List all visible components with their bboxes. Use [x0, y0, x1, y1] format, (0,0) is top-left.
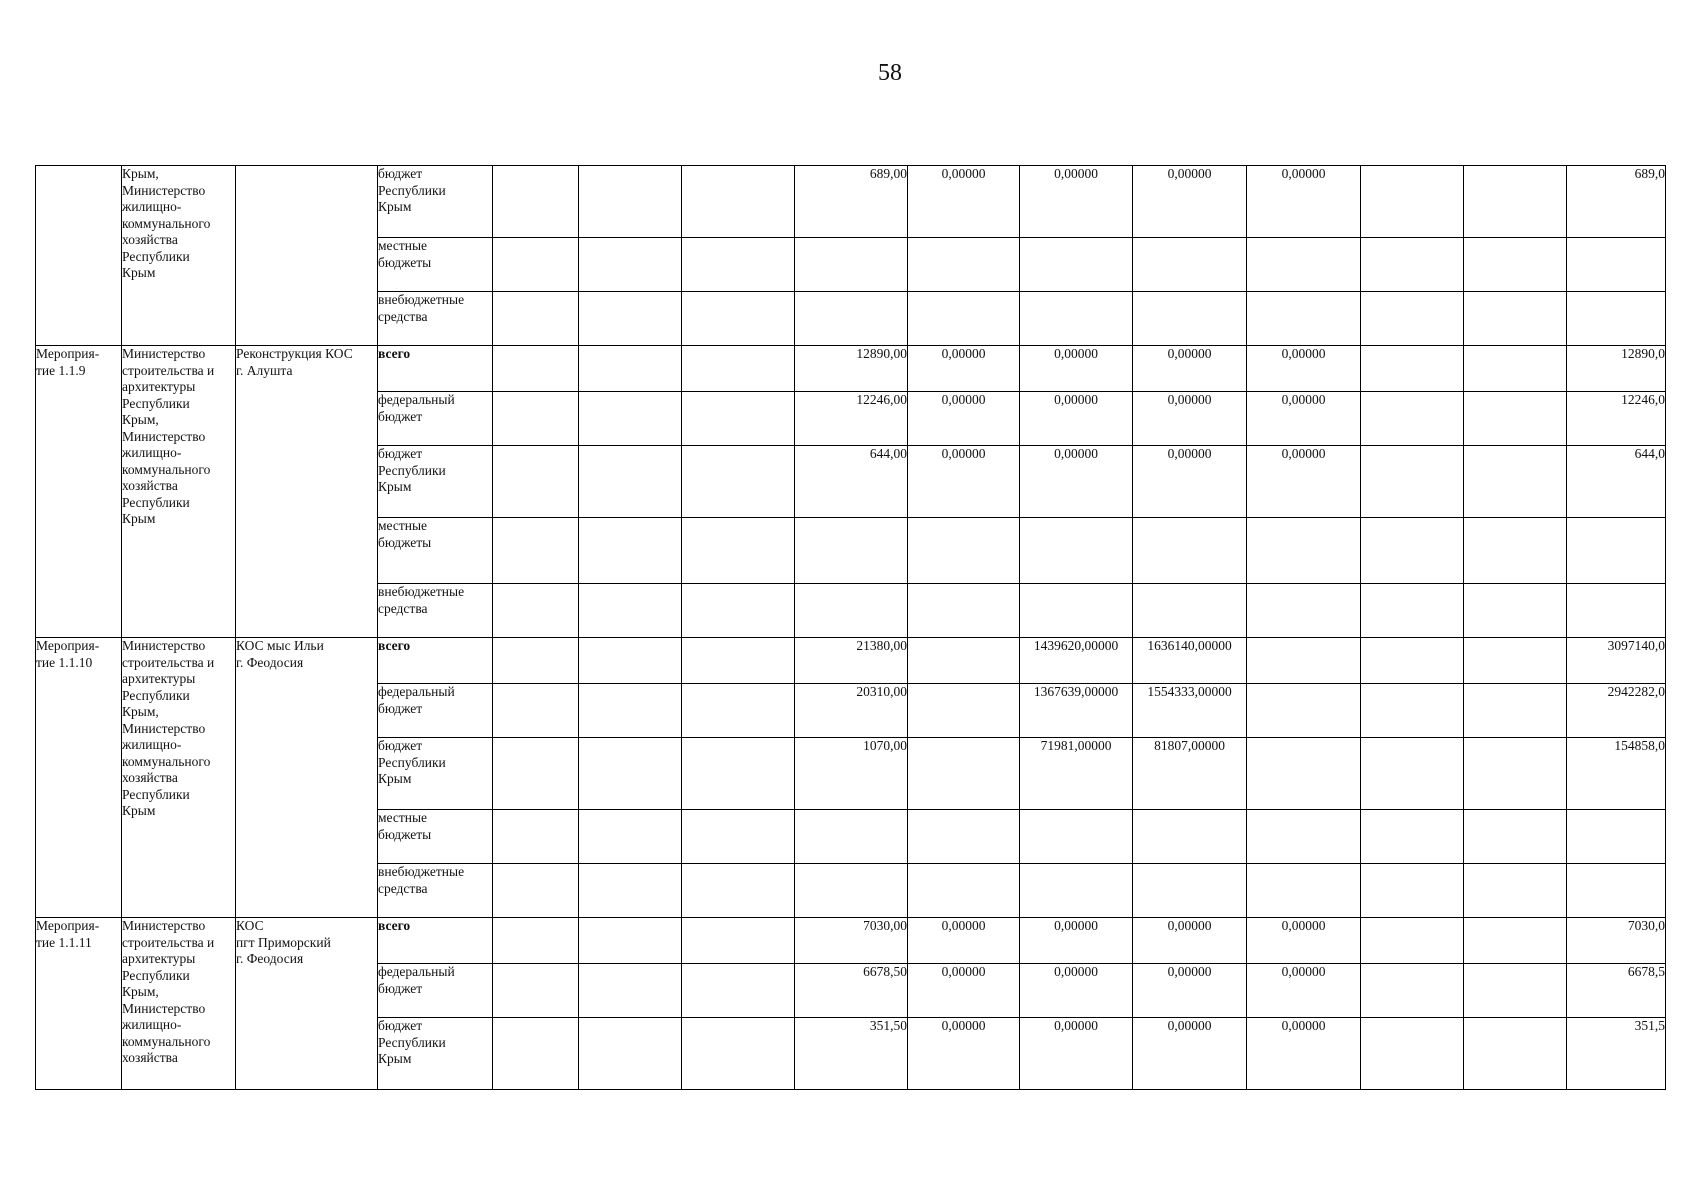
empty-cell [579, 1018, 682, 1090]
total-text: 689,0 [1634, 166, 1665, 181]
empty-cell [1464, 738, 1567, 810]
value-cell-v1 [795, 684, 908, 738]
value-text: 0,00000 [1167, 918, 1212, 933]
measure-cell: Мероприя- тие 1.1.11 [36, 918, 122, 1090]
value-text: 0,00000 [1281, 346, 1326, 361]
value-cell-v2 [908, 964, 1020, 1018]
value-cell-v4 [1133, 584, 1247, 638]
measure-cell: Мероприя- тие 1.1.9 [36, 346, 122, 638]
value-cell-v2 [908, 810, 1020, 864]
empty-cell [493, 918, 579, 964]
value-cell-v3 [1020, 964, 1133, 1018]
funding-source-cell: местные бюджеты [378, 518, 493, 584]
empty-cell [1361, 1018, 1464, 1090]
value-cell-v3 [1020, 518, 1133, 584]
value-cell-v4 [1133, 918, 1247, 964]
empty-cell [579, 584, 682, 638]
empty-cell [1464, 392, 1567, 446]
value-cell-v1 [795, 238, 908, 292]
value-text: 0,00000 [941, 1018, 986, 1033]
empty-cell [682, 292, 795, 346]
value-text: 0,00000 [941, 346, 986, 361]
empty-cell [1464, 166, 1567, 238]
empty-cell [682, 346, 795, 392]
funding-source-cell: всего [378, 346, 493, 392]
value-cell-v4 [1133, 346, 1247, 392]
value-text: 0,00000 [1167, 392, 1212, 407]
empty-cell [682, 864, 795, 918]
empty-cell [493, 518, 579, 584]
value-cell-v5 [1247, 684, 1361, 738]
value-cell-v2 [908, 518, 1020, 584]
empty-cell [579, 918, 682, 964]
value-text: 0,00000 [1167, 964, 1212, 979]
value-text: 12246,00 [856, 392, 907, 407]
value-cell-v2 [908, 918, 1020, 964]
executor-cell: Министерство строительства и архитектуры Республики Крым, Министерство жилищно- коммунального хозяйства Республики Крым [122, 638, 236, 918]
value-cell-v3 [1020, 810, 1133, 864]
empty-cell [579, 684, 682, 738]
empty-cell [579, 864, 682, 918]
empty-cell [1361, 684, 1464, 738]
value-cell-v1 [795, 584, 908, 638]
funding-source-cell: бюджет Республики Крым [378, 446, 493, 518]
value-cell-v1 [795, 1018, 908, 1090]
value-cell-v4 [1133, 810, 1247, 864]
value-cell-v1 [795, 864, 908, 918]
empty-cell [493, 1018, 579, 1090]
value-cell-v4 [1133, 684, 1247, 738]
value-text: 21380,00 [856, 638, 907, 653]
table-row [36, 166, 1666, 238]
value-text: 0,00000 [1281, 166, 1326, 181]
table-row [36, 918, 1666, 964]
empty-cell [493, 964, 579, 1018]
value-text: 0,00000 [1167, 346, 1212, 361]
funding-source-cell: местные бюджеты [378, 810, 493, 864]
value-cell-v5 [1247, 346, 1361, 392]
empty-cell [1464, 684, 1567, 738]
total-cell [1567, 638, 1666, 684]
empty-cell [682, 638, 795, 684]
value-cell-v2 [908, 738, 1020, 810]
value-cell-v5 [1247, 584, 1361, 638]
value-cell-v5 [1247, 392, 1361, 446]
total-cell [1567, 918, 1666, 964]
empty-cell [1464, 964, 1567, 1018]
empty-cell [682, 238, 795, 292]
value-cell-v2 [908, 166, 1020, 238]
funding-source-cell: всего [378, 638, 493, 684]
total-cell [1567, 518, 1666, 584]
value-cell-v1 [795, 446, 908, 518]
value-cell-v4 [1133, 292, 1247, 346]
empty-cell [493, 684, 579, 738]
empty-cell [579, 810, 682, 864]
empty-cell [579, 446, 682, 518]
value-text: 0,00000 [1054, 166, 1098, 181]
value-cell-v1 [795, 964, 908, 1018]
value-text: 0,00000 [1054, 446, 1098, 461]
empty-cell [579, 166, 682, 238]
value-cell-v1 [795, 638, 908, 684]
value-cell-v5 [1247, 918, 1361, 964]
value-text: 81807,00000 [1154, 738, 1225, 753]
measure-cell [36, 166, 122, 346]
empty-cell [1464, 584, 1567, 638]
value-cell-v3 [1020, 738, 1133, 810]
total-text: 644,0 [1634, 446, 1665, 461]
value-cell-v1 [795, 518, 908, 584]
value-text: 20310,00 [856, 684, 907, 699]
value-cell-v3 [1020, 638, 1133, 684]
value-cell-v5 [1247, 638, 1361, 684]
funding-source-cell: федеральный бюджет [378, 964, 493, 1018]
total-cell [1567, 346, 1666, 392]
funding-source-cell: бюджет Республики Крым [378, 738, 493, 810]
empty-cell [1464, 918, 1567, 964]
total-text: 6678,5 [1627, 964, 1665, 979]
value-cell-v5 [1247, 238, 1361, 292]
total-text: 351,5 [1634, 1018, 1665, 1033]
total-cell [1567, 964, 1666, 1018]
page-number: 58 [878, 60, 902, 86]
empty-cell [579, 238, 682, 292]
value-text: 1367639,00000 [1033, 684, 1119, 699]
value-cell-v4 [1133, 638, 1247, 684]
value-text: 0,00000 [1054, 392, 1098, 407]
empty-cell [493, 584, 579, 638]
value-text: 7030,00 [863, 918, 907, 933]
funding-source-cell: федеральный бюджет [378, 684, 493, 738]
executor-cell: Министерство строительства и архитектуры Республики Крым, Министерство жилищно- коммунального хозяйства Республики Крым [122, 346, 236, 638]
value-cell-v1 [795, 392, 908, 446]
value-cell-v4 [1133, 518, 1247, 584]
value-text: 0,00000 [1167, 166, 1212, 181]
value-text: 0,00000 [1281, 918, 1326, 933]
funding-source-cell: внебюджетные средства [378, 584, 493, 638]
total-cell [1567, 238, 1666, 292]
value-text: 0,00000 [941, 964, 986, 979]
empty-cell [682, 964, 795, 1018]
value-cell-v2 [908, 292, 1020, 346]
value-text: 0,00000 [1167, 446, 1212, 461]
value-cell-v3 [1020, 684, 1133, 738]
table-row [36, 638, 1666, 684]
empty-cell [1464, 518, 1567, 584]
empty-cell [579, 392, 682, 446]
value-text: 12890,00 [856, 346, 907, 361]
value-text: 0,00000 [1281, 964, 1326, 979]
empty-cell [579, 518, 682, 584]
empty-cell [682, 392, 795, 446]
object-cell: Реконструкция КОС г. Алушта [236, 346, 378, 638]
value-text: 0,00000 [1281, 392, 1326, 407]
value-cell-v5 [1247, 518, 1361, 584]
funding-source-cell: бюджет Республики Крым [378, 1018, 493, 1090]
empty-cell [682, 166, 795, 238]
empty-cell [1361, 638, 1464, 684]
empty-cell [682, 1018, 795, 1090]
value-text: 0,00000 [1281, 446, 1326, 461]
value-text: 0,00000 [1054, 964, 1098, 979]
total-text: 3097140,0 [1607, 638, 1665, 653]
empty-cell [1361, 446, 1464, 518]
empty-cell [682, 584, 795, 638]
total-text: 12890,0 [1621, 346, 1665, 361]
value-text: 6678,50 [863, 964, 907, 979]
value-text: 1636140,00000 [1147, 638, 1232, 653]
empty-cell [1464, 864, 1567, 918]
total-cell [1567, 446, 1666, 518]
empty-cell [493, 738, 579, 810]
empty-cell [682, 446, 795, 518]
value-cell-v2 [908, 584, 1020, 638]
value-text: 1070,00 [863, 738, 907, 753]
value-cell-v5 [1247, 1018, 1361, 1090]
empty-cell [1361, 584, 1464, 638]
empty-cell [1464, 346, 1567, 392]
value-cell-v2 [908, 638, 1020, 684]
value-cell-v5 [1247, 292, 1361, 346]
value-cell-v1 [795, 346, 908, 392]
empty-cell [493, 238, 579, 292]
empty-cell [1464, 1018, 1567, 1090]
funding-source-cell: внебюджетные средства [378, 292, 493, 346]
value-text: 0,00000 [941, 392, 986, 407]
value-cell-v1 [795, 810, 908, 864]
funding-source-cell: всего [378, 918, 493, 964]
total-cell [1567, 292, 1666, 346]
value-cell-v1 [795, 918, 908, 964]
total-cell [1567, 166, 1666, 238]
value-cell-v4 [1133, 1018, 1247, 1090]
value-cell-v4 [1133, 964, 1247, 1018]
table-row [36, 346, 1666, 392]
empty-cell [493, 292, 579, 346]
empty-cell [682, 918, 795, 964]
empty-cell [579, 638, 682, 684]
empty-cell [493, 638, 579, 684]
value-cell-v3 [1020, 1018, 1133, 1090]
empty-cell [682, 518, 795, 584]
empty-cell [1464, 810, 1567, 864]
empty-cell [493, 392, 579, 446]
value-text: 644,00 [869, 446, 907, 461]
object-cell: КОС пгт Приморский г. Феодосия [236, 918, 378, 1090]
total-text: 7030,0 [1627, 918, 1665, 933]
value-text: 1554333,00000 [1147, 684, 1232, 699]
value-cell-v4 [1133, 738, 1247, 810]
value-cell-v2 [908, 346, 1020, 392]
value-cell-v3 [1020, 864, 1133, 918]
value-cell-v2 [908, 684, 1020, 738]
empty-cell [493, 864, 579, 918]
value-cell-v1 [795, 292, 908, 346]
value-cell-v2 [908, 392, 1020, 446]
value-text: 0,00000 [1054, 346, 1098, 361]
value-cell-v3 [1020, 392, 1133, 446]
value-text: 0,00000 [1054, 1018, 1098, 1033]
value-cell-v4 [1133, 166, 1247, 238]
value-cell-v3 [1020, 918, 1133, 964]
value-cell-v2 [908, 1018, 1020, 1090]
value-text: 71981,00000 [1040, 738, 1112, 753]
value-cell-v3 [1020, 166, 1133, 238]
funding-source-cell: бюджет Республики Крым [378, 166, 493, 238]
value-cell-v2 [908, 446, 1020, 518]
value-cell-v3 [1020, 446, 1133, 518]
empty-cell [1361, 292, 1464, 346]
executor-cell: Министерство строительства и архитектуры Республики Крым, Министерство жилищно- коммунального хозяйства [122, 918, 236, 1090]
object-cell [236, 166, 378, 346]
total-cell [1567, 392, 1666, 446]
empty-cell [579, 292, 682, 346]
empty-cell [682, 684, 795, 738]
empty-cell [1464, 638, 1567, 684]
executor-cell: Крым, Министерство жилищно- коммунального хозяйства Республики Крым [122, 166, 236, 346]
empty-cell [579, 738, 682, 810]
empty-cell [1464, 292, 1567, 346]
empty-cell [1361, 392, 1464, 446]
value-cell-v5 [1247, 738, 1361, 810]
empty-cell [1361, 166, 1464, 238]
value-cell-v4 [1133, 392, 1247, 446]
empty-cell [1361, 964, 1464, 1018]
total-text: 12246,0 [1621, 392, 1665, 407]
empty-cell [1464, 446, 1567, 518]
object-cell: КОС мыс Ильи г. Феодосия [236, 638, 378, 918]
empty-cell [493, 166, 579, 238]
empty-cell [1361, 738, 1464, 810]
total-text: 2942282,0 [1607, 684, 1665, 699]
value-cell-v5 [1247, 446, 1361, 518]
value-cell-v5 [1247, 166, 1361, 238]
value-cell-v2 [908, 864, 1020, 918]
value-cell-v4 [1133, 446, 1247, 518]
value-cell-v5 [1247, 864, 1361, 918]
value-text: 0,00000 [1054, 918, 1098, 933]
value-text: 351,50 [869, 1018, 907, 1033]
total-cell [1567, 584, 1666, 638]
empty-cell [1361, 518, 1464, 584]
value-cell-v3 [1020, 346, 1133, 392]
empty-cell [1361, 864, 1464, 918]
funding-source-cell: федеральный бюджет [378, 392, 493, 446]
value-cell-v1 [795, 166, 908, 238]
value-text: 689,00 [869, 166, 907, 181]
empty-cell [493, 446, 579, 518]
value-cell-v4 [1133, 864, 1247, 918]
funding-source-cell: внебюджетные средства [378, 864, 493, 918]
total-cell [1567, 810, 1666, 864]
value-text: 0,00000 [941, 166, 986, 181]
empty-cell [1361, 238, 1464, 292]
empty-cell [1361, 346, 1464, 392]
total-cell [1567, 864, 1666, 918]
value-text: 0,00000 [941, 446, 986, 461]
total-cell [1567, 738, 1666, 810]
total-cell [1567, 1018, 1666, 1090]
value-cell-v4 [1133, 238, 1247, 292]
empty-cell [1464, 238, 1567, 292]
value-text: 0,00000 [941, 918, 986, 933]
value-cell-v5 [1247, 964, 1361, 1018]
empty-cell [682, 810, 795, 864]
value-text: 0,00000 [1167, 1018, 1212, 1033]
value-cell-v5 [1247, 810, 1361, 864]
value-text: 0,00000 [1281, 1018, 1326, 1033]
empty-cell [579, 964, 682, 1018]
total-text: 154858,0 [1614, 738, 1665, 753]
empty-cell [579, 346, 682, 392]
value-cell-v1 [795, 738, 908, 810]
budget-table [35, 165, 1666, 1090]
empty-cell [1361, 810, 1464, 864]
measure-cell: Мероприя- тие 1.1.10 [36, 638, 122, 918]
empty-cell [1361, 918, 1464, 964]
empty-cell [493, 346, 579, 392]
value-cell-v2 [908, 238, 1020, 292]
total-cell [1567, 684, 1666, 738]
value-text: 1439620,00000 [1033, 638, 1119, 653]
funding-source-cell: местные бюджеты [378, 238, 493, 292]
value-cell-v3 [1020, 238, 1133, 292]
value-cell-v3 [1020, 584, 1133, 638]
empty-cell [493, 810, 579, 864]
empty-cell [682, 738, 795, 810]
value-cell-v3 [1020, 292, 1133, 346]
